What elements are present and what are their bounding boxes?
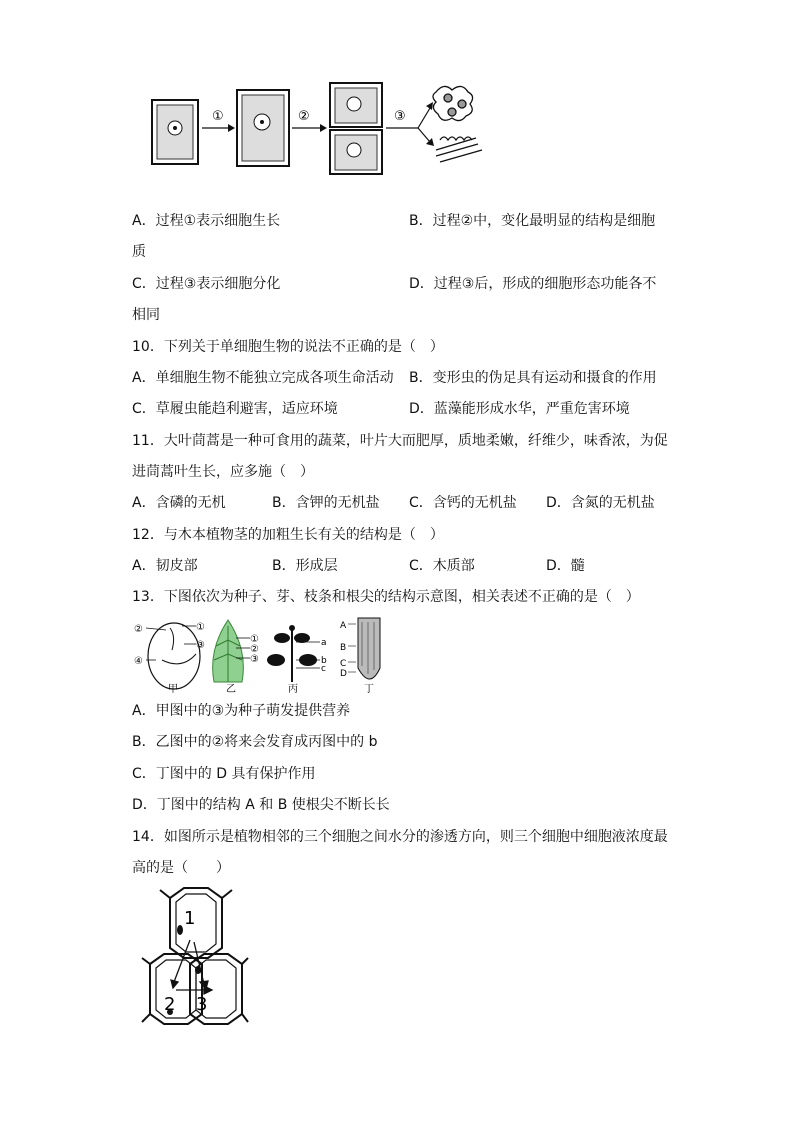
q11-option-d[interactable]: D．含氮的无机盐 bbox=[546, 495, 655, 511]
q11-option-a[interactable]: A．含磷的无机 bbox=[132, 495, 226, 511]
q14-stem-line2: 高的是（ ） bbox=[132, 860, 230, 876]
root-label-d: D bbox=[340, 669, 347, 679]
q10-option-a[interactable]: A．单细胞生物不能独立完成各项生命活动 bbox=[132, 370, 394, 386]
q12-option-a[interactable]: A．韧皮部 bbox=[132, 558, 198, 574]
seed-label-1: ① bbox=[196, 622, 205, 633]
branch-label-c: c bbox=[321, 664, 326, 674]
bud-label-2: ② bbox=[250, 644, 259, 655]
q13-option-d[interactable]: D．丁图中的结构 A 和 B 使根尖不断长长 bbox=[132, 797, 390, 813]
branch-label-a: a bbox=[321, 638, 327, 648]
cell-2-label: 2 bbox=[164, 994, 176, 1015]
step-2-label: ② bbox=[298, 109, 310, 124]
q12-option-d[interactable]: D．髓 bbox=[546, 558, 585, 574]
cell-3-label: 3 bbox=[196, 994, 208, 1015]
q9-option-b-cont: 质 bbox=[132, 244, 146, 260]
seed-label-4: ④ bbox=[134, 656, 143, 667]
seed-label-2: ② bbox=[134, 624, 143, 635]
q13-stem: 13．下图依次为种子、芽、枝条和根尖的结构示意图，相关表述不正确的是（ ） bbox=[132, 589, 640, 605]
q9-option-c[interactable]: C．过程③表示细胞分化 bbox=[132, 276, 281, 292]
q9-option-d[interactable]: D．过程③后，形成的细胞形态功能各不 bbox=[409, 276, 657, 292]
step-3-label: ③ bbox=[394, 109, 406, 124]
q9-option-b[interactable]: B．过程②中，变化最明显的结构是细胞 bbox=[409, 213, 656, 229]
q13-option-a[interactable]: A．甲图中的③为种子萌发提供营养 bbox=[132, 703, 351, 719]
q11-stem-line2: 进茼蒿叶生长，应多施（ ） bbox=[132, 464, 314, 480]
fig-label-yi: 乙 bbox=[226, 684, 236, 695]
plant-structures-figure bbox=[132, 616, 392, 698]
q10-option-d[interactable]: D．蓝藻能形成水华，严重危害环境 bbox=[409, 401, 630, 417]
q9-option-d-cont: 相同 bbox=[132, 307, 160, 323]
fig-label-bing: 丙 bbox=[288, 684, 298, 695]
q12-stem: 12．与木本植物茎的加粗生长有关的结构是（ ） bbox=[132, 527, 444, 543]
q12-option-b[interactable]: B．形成层 bbox=[272, 558, 338, 574]
q13-option-c[interactable]: C．丁图中的 D 具有保护作用 bbox=[132, 766, 316, 782]
q12-option-c[interactable]: C．木质部 bbox=[409, 558, 475, 574]
q10-option-c[interactable]: C．草履虫能趋利避害，适应环境 bbox=[132, 401, 338, 417]
osmosis-cells-figure bbox=[140, 884, 250, 1034]
step-1-label: ① bbox=[212, 109, 224, 124]
root-label-a: A bbox=[340, 621, 347, 631]
fig-label-jia: 甲 bbox=[168, 684, 178, 695]
q10-option-b[interactable]: B．变形虫的伪足具有运动和摄食的作用 bbox=[409, 370, 657, 386]
root-label-b: B bbox=[340, 643, 347, 653]
bud-label-3: ③ bbox=[250, 654, 259, 665]
branch-label-b: b bbox=[321, 656, 327, 666]
q10-stem: 10．下列关于单细胞生物的说法不正确的是（ ） bbox=[132, 339, 444, 355]
cell-division-figure bbox=[140, 80, 500, 180]
root-label-c: C bbox=[340, 659, 347, 669]
q14-stem-line1: 14．如图所示是植物相邻的三个细胞之间水分的渗透方向，则三个细胞中细胞液浓度最 bbox=[132, 829, 668, 845]
cell-1-label: 1 bbox=[184, 908, 196, 929]
q11-stem-line1: 11．大叶茼蒿是一种可食用的蔬菜，叶片大而肥厚，质地柔嫩，纤维少，味香浓，为促 bbox=[132, 433, 668, 449]
bud-label-1: ① bbox=[250, 634, 259, 645]
q11-option-c[interactable]: C．含钙的无机盐 bbox=[409, 495, 517, 511]
fig-label-ding: 丁 bbox=[364, 684, 374, 695]
q11-option-b[interactable]: B．含钾的无机盐 bbox=[272, 495, 380, 511]
q13-option-b[interactable]: B．乙图中的②将来会发育成丙图中的 b bbox=[132, 734, 378, 750]
q9-option-a[interactable]: A．过程①表示细胞生长 bbox=[132, 213, 281, 229]
seed-label-3: ③ bbox=[196, 640, 205, 651]
